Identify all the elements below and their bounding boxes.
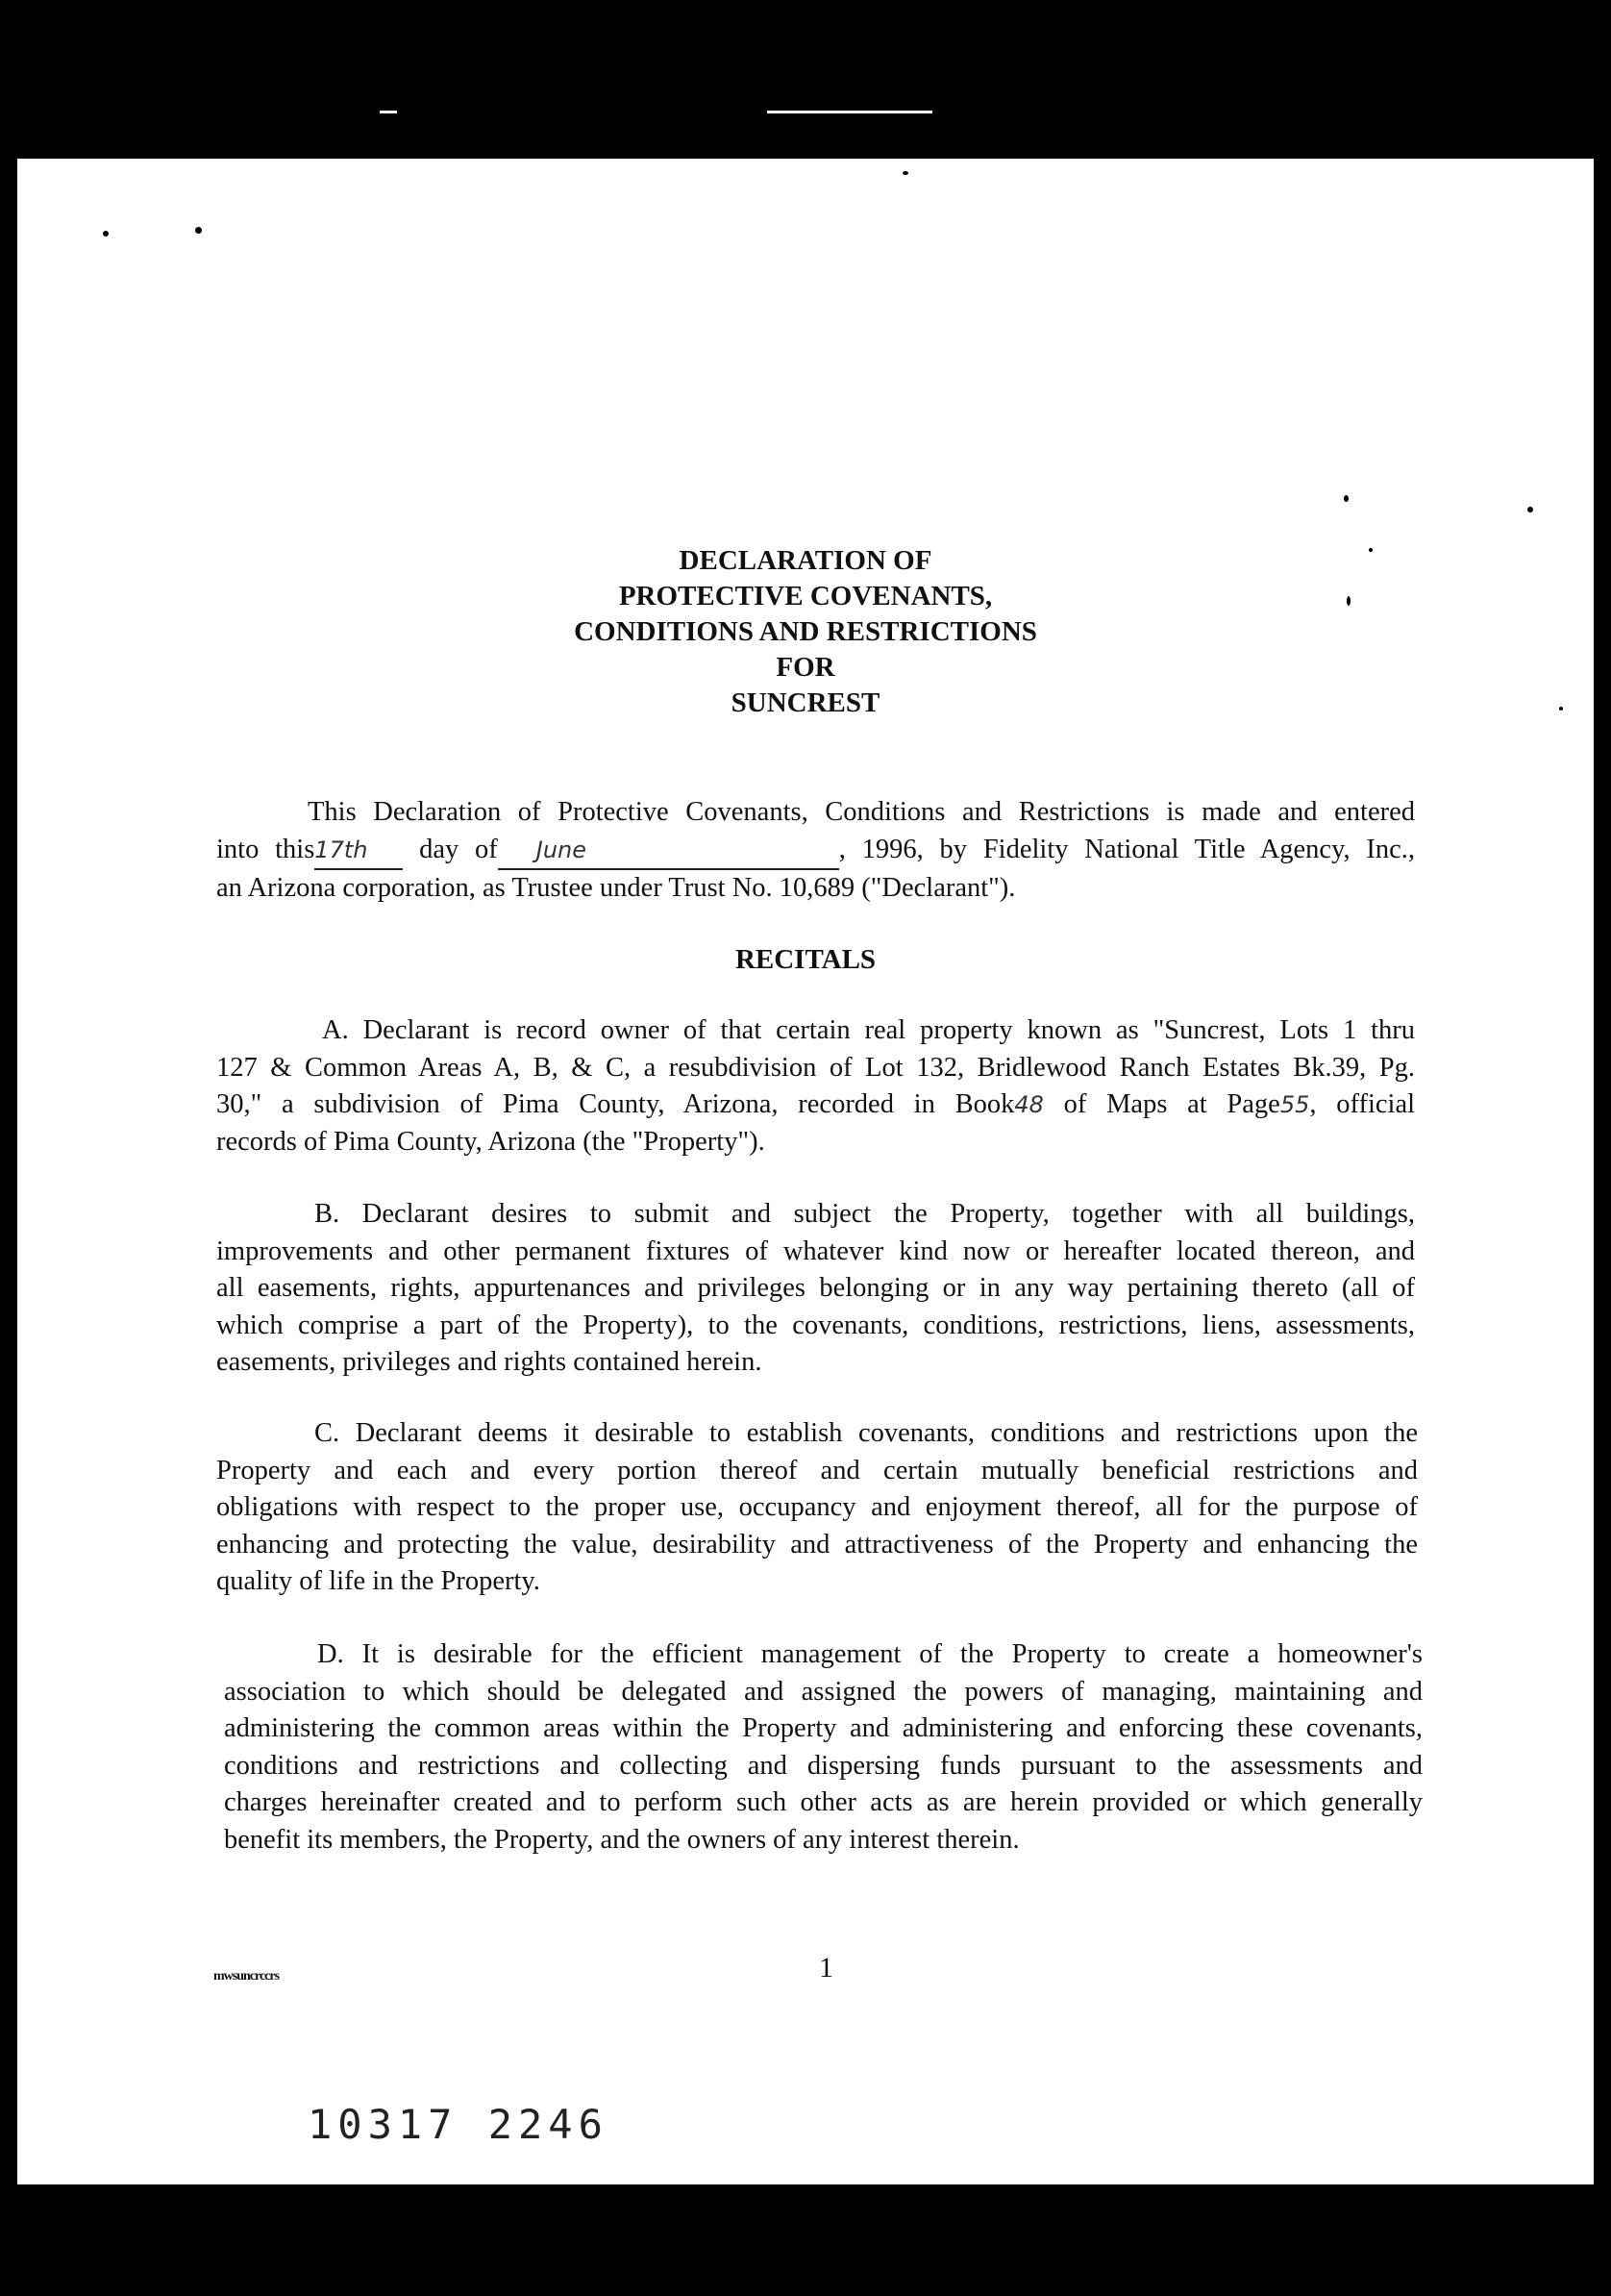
month-blank (498, 832, 839, 871)
intro-line: an Arizona corporation, as Trustee under Trust No. 10,689 ("Declarant"). (216, 873, 1016, 903)
intro-text: , 1996, by Fidelity National Title Agency, Inc., (838, 834, 1416, 864)
day-handwritten: 17th (314, 836, 368, 863)
document-title (0, 543, 1611, 721)
page-number: 1 (819, 1952, 833, 1984)
recital-line: C. Declarant deems it desirable to establish covenants, conditions and restrictions upon the (314, 1418, 1418, 1448)
title-line: FOR (776, 652, 835, 683)
recital-line: quality of life in the Property. (216, 1566, 540, 1596)
scan-speck (1344, 495, 1349, 502)
recital-d (224, 1636, 1423, 1859)
page-handwritten: 55 (1279, 1091, 1310, 1118)
recital-line: A. Declarant is record owner of that certain real property known as "Suncrest, Lots 1 thru (322, 1015, 1415, 1045)
recital-line: all easements, rights, appurtenances and privileges belonging or in any way pertaining thereto (all of (216, 1273, 1415, 1303)
recital-line: which comprise a part of the Property), to the covenants, conditions, restrictions, liens, assessments, (216, 1310, 1415, 1340)
recital-line: improvements and other permanent fixtures of whatever kind now or hereafter located thereon, and (216, 1235, 1415, 1266)
book-handwritten: 48 (1014, 1091, 1044, 1118)
recital-line: D. It is desirable for the efficient management of the Property to create a homeowner's (317, 1639, 1423, 1669)
scan-artifact-line (380, 111, 397, 113)
recital-line: charges hereinafter created and to perform such other acts as are herein provided or which generally (224, 1787, 1423, 1817)
recital-line: enhancing and protecting the value, desirability and attractiveness of the Property and enhancing the (216, 1529, 1418, 1560)
scan-border-bottom (0, 2184, 1611, 2296)
intro-line (216, 832, 1415, 871)
recital-text: , official (1309, 1089, 1416, 1119)
title-line: PROTECTIVE COVENANTS, (618, 581, 993, 611)
intro-text: day of (419, 834, 498, 864)
recital-a (216, 1012, 1415, 1160)
recital-text: 30," a subdivision of Pima County, Arizona, recorded in Book (216, 1089, 1015, 1119)
scan-speck (903, 171, 908, 175)
recital-line: records of Pima County, Arizona (the "Property"). (216, 1126, 765, 1157)
recital-line: easements, privileges and rights contained herein. (216, 1347, 762, 1377)
recitals-heading: RECITALS (734, 944, 877, 975)
scan-border-top (0, 0, 1611, 159)
recital-c (216, 1415, 1418, 1601)
recital-line: benefit its members, the Property, and the owners of any interest therein. (224, 1824, 1020, 1855)
document-page (17, 159, 1594, 2184)
recital-line: Property and each and every portion thereof and certain mutually beneficial restrictions and (216, 1455, 1418, 1485)
title-line: SUNCREST (731, 687, 880, 718)
day-blank (314, 832, 403, 871)
scan-speck (195, 227, 202, 234)
title-line: CONDITIONS AND RESTRICTIONS (574, 616, 1037, 647)
scan-artifact-line (767, 111, 932, 113)
scan-speck (1527, 507, 1533, 512)
intro-line: This Declaration of Protective Covenants, Conditions and Restrictions is made and entered (308, 797, 1415, 827)
intro-text: into this (216, 834, 315, 864)
recital-line: 127 & Common Areas A, B, & C, a resubdivision of Lot 132, Bridlewood Ranch Estates Bk.39, Pg. (216, 1052, 1415, 1083)
scan-speck (103, 231, 109, 237)
recital-line: B. Declarant desires to submit and subject the Property, together with all buildings, (314, 1199, 1415, 1229)
recital-line: obligations with respect to the proper use, occupancy and enjoyment thereof, all for the purpose of (216, 1492, 1418, 1522)
file-code: mwsuncrccrs (213, 1969, 280, 1984)
recital-line (216, 1086, 1415, 1124)
recital-line: association to which should be delegated and assigned the powers of managing, maintaining and (224, 1676, 1423, 1707)
recital-line: administering the common areas within the Property and administering and enforcing these covenants, (224, 1713, 1423, 1743)
recital-text: of Maps at Page (1063, 1089, 1280, 1119)
month-handwritten: June (535, 836, 587, 863)
recital-b (216, 1196, 1415, 1382)
recording-stamp: 10317 2246 (308, 2101, 608, 2148)
title-line: DECLARATION OF (679, 545, 932, 576)
intro-paragraph (216, 794, 1415, 908)
recital-line: conditions and restrictions and collecting and dispersing funds pursuant to the assessments and (224, 1750, 1423, 1781)
